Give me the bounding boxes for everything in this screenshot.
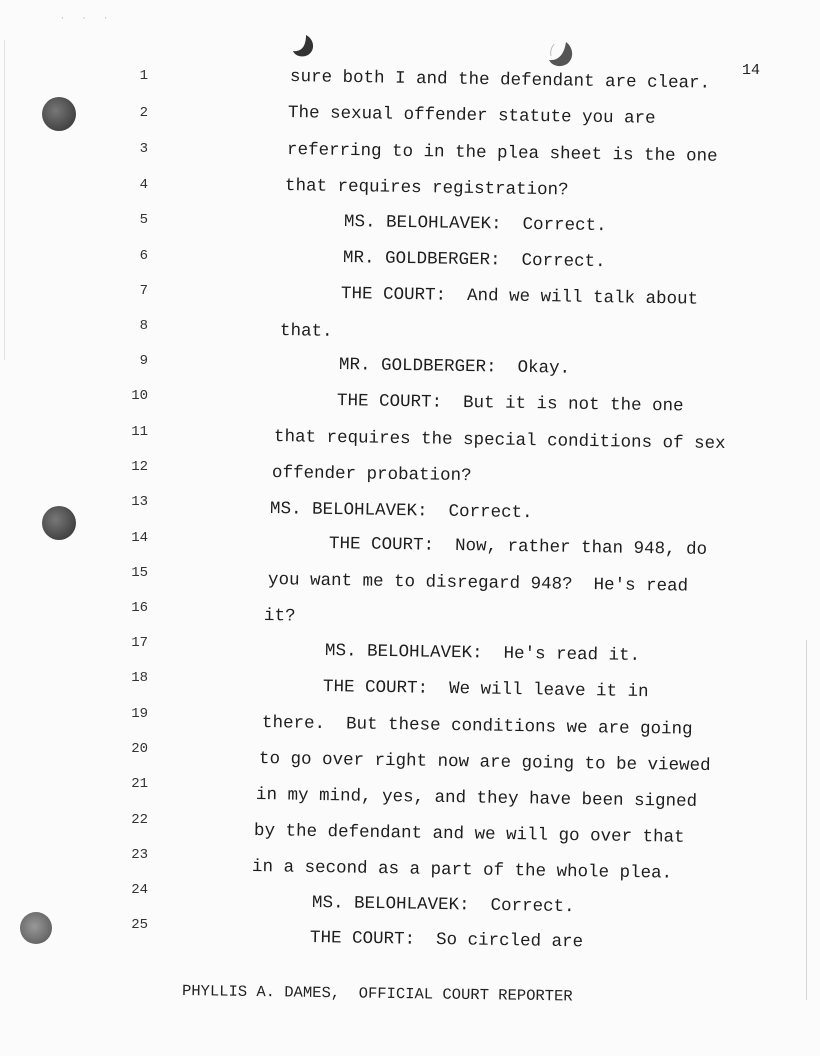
transcript-line: THE COURT: So circled are bbox=[309, 928, 584, 953]
transcript-line: sure both I and the defendant are clear. bbox=[289, 67, 711, 94]
line-number: 19 bbox=[131, 706, 148, 722]
transcript-line: in a second as a part of the whole plea. bbox=[251, 857, 673, 884]
line-number: 10 bbox=[131, 388, 148, 404]
transcript-line: MS. BELOHLAVEK: Correct. bbox=[343, 212, 607, 237]
page-number: 14 bbox=[742, 62, 761, 79]
scan-speckle: · · · bbox=[60, 14, 115, 23]
transcript-line: in my mind, yes, and they have been signed bbox=[255, 785, 698, 812]
transcript-line: offender probation? bbox=[271, 463, 472, 487]
line-number: 3 bbox=[139, 141, 148, 157]
line-number: 24 bbox=[131, 882, 148, 898]
line-number: 25 bbox=[131, 917, 148, 933]
punch-hole-middle bbox=[42, 506, 76, 540]
transcript-line: to go over right now are going to be viewed bbox=[258, 749, 711, 777]
line-number: 15 bbox=[131, 565, 148, 581]
line-number: 2 bbox=[139, 105, 148, 121]
line-number: 12 bbox=[131, 459, 148, 475]
transcript-line: MR. GOLDBERGER: Okay. bbox=[338, 355, 571, 379]
transcript-line: MS. BELOHLAVEK: Correct. bbox=[269, 499, 533, 524]
transcript-line: MS. BELOHLAVEK: He's read it. bbox=[324, 641, 641, 666]
transcript-line: that. bbox=[279, 321, 333, 342]
line-number: 14 bbox=[131, 530, 148, 546]
page-edge-shadow bbox=[4, 40, 5, 360]
line-number: 7 bbox=[139, 283, 148, 299]
line-number: 1 bbox=[139, 68, 148, 84]
line-number: 16 bbox=[131, 600, 148, 616]
line-number: 22 bbox=[131, 812, 148, 828]
transcript-line: by the defendant and we will go over that bbox=[253, 821, 685, 848]
transcript-line: THE COURT: Now, rather than 948, do bbox=[328, 534, 708, 560]
binding-mark-right bbox=[548, 40, 576, 68]
line-number: 21 bbox=[131, 776, 148, 792]
transcript-line: referring to in the plea sheet is the one bbox=[286, 140, 718, 167]
line-number: 13 bbox=[131, 494, 148, 510]
line-number: 18 bbox=[131, 670, 148, 686]
line-number: 6 bbox=[139, 248, 148, 264]
punch-hole-top bbox=[42, 97, 76, 131]
line-number: 23 bbox=[131, 847, 148, 863]
transcript-line: THE COURT: But it is not the one bbox=[336, 391, 684, 417]
transcript-line: MR. GOLDBERGER: Correct. bbox=[342, 248, 606, 273]
binding-mark-left bbox=[292, 34, 316, 58]
punch-hole-bottom bbox=[20, 912, 52, 944]
line-number: 4 bbox=[139, 177, 148, 193]
transcript-line: that requires the special conditions of sex bbox=[273, 427, 726, 455]
line-number: 20 bbox=[131, 741, 148, 757]
transcript-line: THE COURT: We will leave it in bbox=[322, 677, 649, 703]
line-number: 17 bbox=[131, 635, 148, 651]
transcript-line: that requires registration? bbox=[284, 176, 569, 201]
line-number: 5 bbox=[139, 212, 148, 228]
line-number: 11 bbox=[131, 424, 148, 440]
page-edge-line bbox=[806, 640, 807, 1000]
transcript-line: THE COURT: And we will talk about bbox=[340, 284, 699, 310]
transcript-line: it? bbox=[263, 606, 296, 627]
line-number: 9 bbox=[139, 353, 148, 369]
transcript-line: MS. BELOHLAVEK: Correct. bbox=[311, 893, 575, 918]
line-number: 8 bbox=[139, 318, 148, 334]
court-reporter-footer: PHYLLIS A. DAMES, OFFICIAL COURT REPORTER bbox=[181, 982, 573, 1006]
transcript-line: there. But these conditions we are going bbox=[261, 713, 693, 740]
transcript-line: The sexual offender statute you are bbox=[287, 103, 656, 129]
transcript-line: you want me to disregard 948? He's read bbox=[267, 570, 689, 597]
